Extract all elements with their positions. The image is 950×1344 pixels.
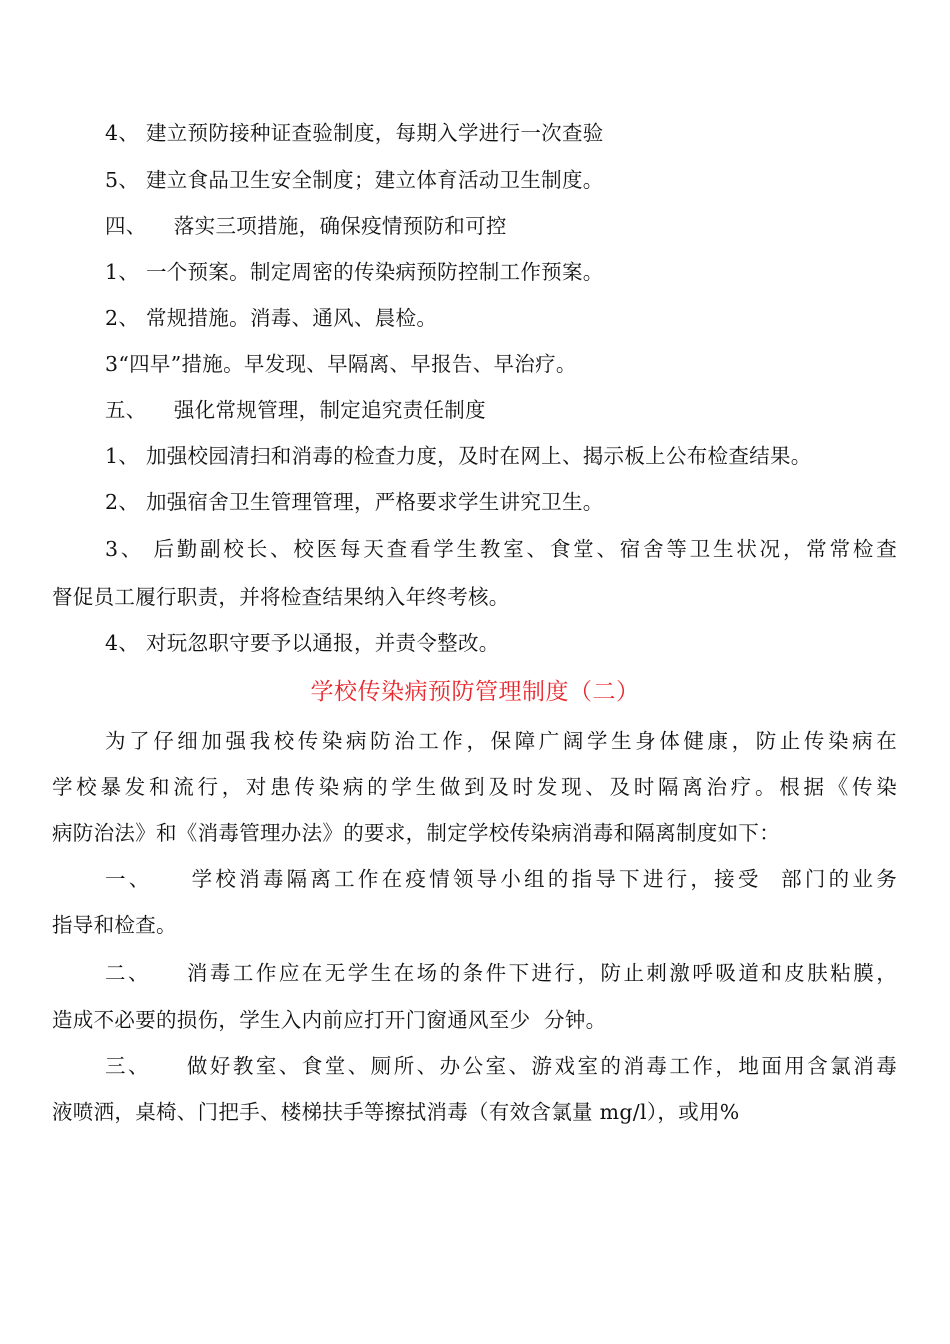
paragraph-line: 学校暴发和流行，对患传染病的学生做到及时发现、及时隔离治疗。根据《传染 bbox=[52, 775, 897, 799]
list-item: 1、 一个预案。制定周密的传染病预防控制工作预案。 bbox=[105, 260, 604, 284]
list-item: 1、 加强校园清扫和消毒的检查力度，及时在网上、揭示板上公布检查结果。 bbox=[105, 444, 812, 468]
section-heading: 五、 强化常规管理，制定追究责任制度 bbox=[105, 398, 486, 422]
document-title: 学校传染病预防管理制度（二） bbox=[310, 679, 640, 705]
section-heading: 四、 落实三项措施，确保疫情预防和可控 bbox=[105, 214, 507, 238]
rule-line: 造成不必要的损伤，学生入内前应打开门窗通风至少 分钟。 bbox=[52, 1008, 607, 1032]
rule-line: 指导和检查。 bbox=[52, 913, 177, 937]
rule-line: 三、 做好教室、食堂、厕所、办公室、游戏室的消毒工作，地面用含氯消毒 bbox=[105, 1054, 897, 1078]
list-item: 4、 对玩忽职守要予以通报，并责令整改。 bbox=[105, 631, 500, 655]
rule-line: 二、 消毒工作应在无学生在场的条件下进行，防止刺激呼吸道和皮肤粘膜， bbox=[105, 961, 897, 985]
list-item: 2、 常规措施。消毒、通风、晨检。 bbox=[105, 306, 438, 330]
paragraph-line: 为了仔细加强我校传染病防治工作，保障广阔学生身体健康，防止传染病在 bbox=[105, 729, 897, 753]
list-item-continuation: 督促员工履行职责，并将检查结果纳入年终考核。 bbox=[52, 585, 510, 609]
rule-line: 液喷洒，桌椅、门把手、楼梯扶手等擦拭消毒（有效含氯量 mg/l），或用% bbox=[52, 1100, 740, 1124]
list-item: 3“四早”措施。早发现、早隔离、早报告、早治疗。 bbox=[105, 352, 577, 376]
list-item: 3、 后勤副校长、校医每天查看学生教室、食堂、宿舍等卫生状况，常常检查 bbox=[105, 537, 897, 561]
paragraph-line: 病防治法》和《消毒管理办法》的要求，制定学校传染病消毒和隔离制度如下： bbox=[52, 821, 780, 845]
list-item: 5、 建立食品卫生安全制度；建立体育活动卫生制度。 bbox=[105, 168, 604, 192]
list-item: 4、 建立预防接种证查验制度，每期入学进行一次查验 bbox=[105, 121, 604, 145]
list-item: 2、 加强宿舍卫生管理管理，严格要求学生讲究卫生。 bbox=[105, 490, 604, 514]
rule-line: 一、 学校消毒隔离工作在疫情领导小组的指导下进行，接受 部门的业务 bbox=[105, 867, 897, 891]
